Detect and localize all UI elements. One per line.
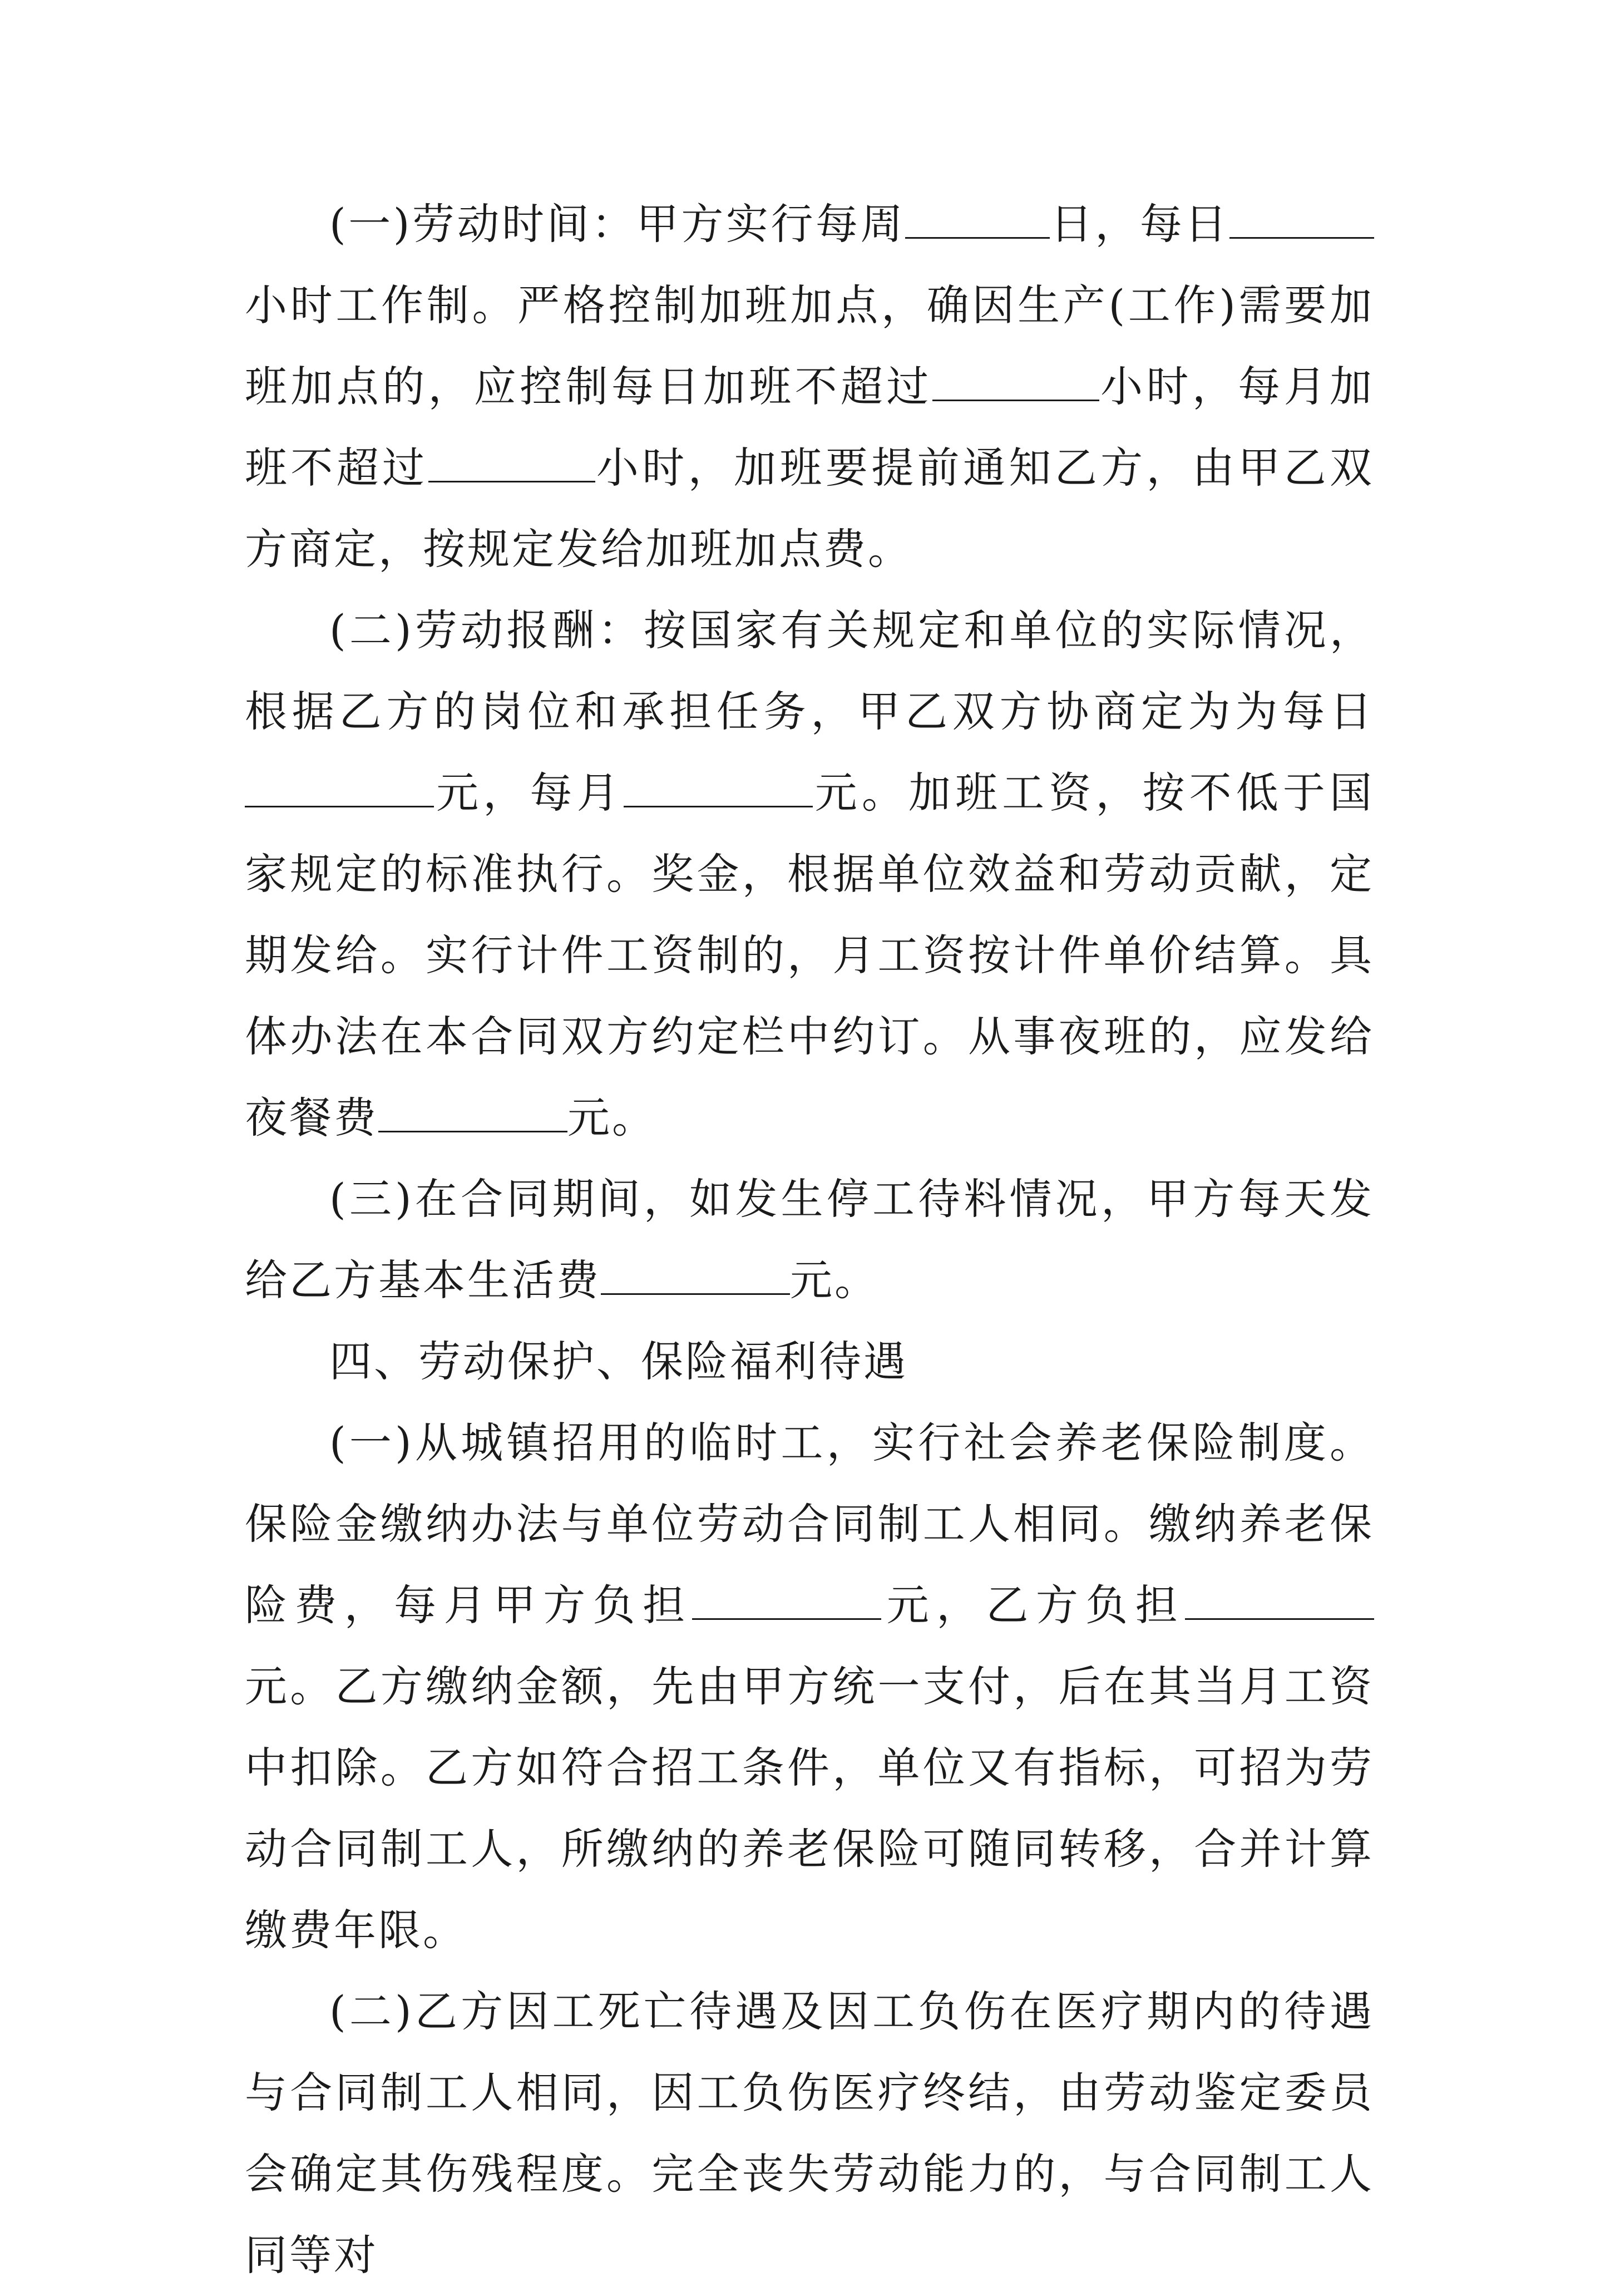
paragraph-remuneration xyxy=(245,590,1374,1159)
section-heading: 四、劳动保护、保险福利待遇 xyxy=(329,1337,908,1386)
blank-night-meal-fee xyxy=(378,1097,567,1132)
text-segment: 小时，加班要提前通知乙方，由甲乙双方商定，按规定发给加班加点费。 xyxy=(245,443,1375,574)
document-page xyxy=(245,184,1374,2296)
paragraph-work-stoppage xyxy=(245,1159,1374,1321)
blank-daily-pay xyxy=(245,772,434,807)
blank-employee-share xyxy=(1185,1585,1374,1620)
blank-daily-overtime xyxy=(932,366,1099,401)
blank-hours-per-day xyxy=(1229,204,1374,239)
text-segment: 小时，每月加班不超过 xyxy=(245,362,1375,492)
text-segment: 元。 xyxy=(790,1255,879,1305)
text-segment: 元。乙方缴纳金额，先由甲方统一支付，后在其当月工资中扣除。乙方如符合招工条件，单位又有指标，可招为劳动合同制工人，所缴纳的养老保险可随同转移，合并计算缴费年限。 xyxy=(245,1662,1374,1955)
text-segment: (二)乙方因工死亡待遇及因工负伤在医疗期内的待遇与合同制工人相同，因工负伤医疗终结，由劳动鉴定委员会确定其伤残程度。完全丧失劳动能力的，与合同制工人同等对 xyxy=(245,1987,1374,2280)
text-segment: 日，每日 xyxy=(1050,199,1229,249)
text-segment: (一)劳动时间：甲方实行每周 xyxy=(329,199,906,249)
blank-monthly-overtime xyxy=(428,447,595,482)
paragraph-injury-benefits xyxy=(245,1971,1374,2296)
text-segment: (二)劳动报酬：按国家有关规定和单位的实际情况，根据乙方的岗位和承担任务，甲乙双方协商定为为每日 xyxy=(245,605,1374,736)
blank-employer-share xyxy=(692,1585,881,1620)
blank-monthly-pay xyxy=(624,772,813,807)
text-segment: 小时工作制。严格控制加班加点，确因生产(工作)需要加班加点的，应控制每日加班不超过 xyxy=(245,280,1374,411)
text-segment: 元，每月 xyxy=(434,768,624,817)
text-segment: (一)从城镇招用的临时工，实行社会养老保险制度。保险金缴纳办法与单位劳动合同制工人相同。缴纳养老保险费，每月甲方负担 xyxy=(245,1418,1374,1630)
text-segment: 元，乙方负担 xyxy=(881,1580,1185,1630)
blank-living-allowance xyxy=(601,1260,790,1295)
text-segment: 元。加班工资，按不低于国家规定的标准执行。奖金，根据单位效益和劳动贡献，定期发给。实行计件工资制的，月工资按计件单价结算。具体办法在本合同双方约定栏中约订。从事夜班的，应发给夜餐费 xyxy=(245,768,1375,1142)
blank-days-per-week xyxy=(905,204,1050,239)
text-segment: (三)在合同期间，如发生停工待料情况，甲方每天发给乙方基本生活费 xyxy=(245,1174,1374,1305)
paragraph-pension-insurance xyxy=(245,1402,1374,1971)
text-segment: 元。 xyxy=(567,1093,656,1142)
paragraph-working-hours xyxy=(245,184,1374,590)
